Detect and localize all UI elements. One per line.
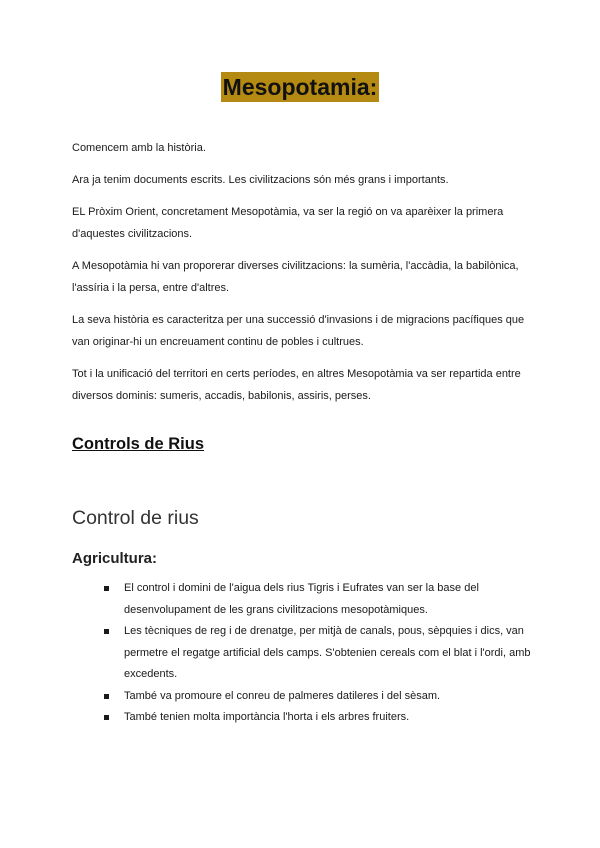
paragraph: Comencem amb la història. bbox=[72, 142, 206, 154]
subheading-agricultura: Agricultura: bbox=[72, 550, 158, 567]
list-item-text: Les tècniques de reg i de drenatge, per mitjà de canals, pous, sèpquies i dics, van permetre el regatge artificial dels camps. S'obtenien cereals com el blat i l'ordi, amb excedents. bbox=[124, 625, 531, 680]
section-heading-control: Control de rius bbox=[72, 507, 199, 529]
square-bullet-icon bbox=[104, 629, 109, 634]
section-heading-controls: Controls de Rius bbox=[72, 435, 205, 453]
title-container bbox=[0, 72, 600, 102]
square-bullet-icon bbox=[104, 586, 109, 591]
list-item-text: També va promoure el conreu de palmeres datileres i del sèsam. bbox=[124, 689, 441, 702]
paragraph: EL Pròxim Orient, concretament Mesopotàmia, va ser la regió on va aparèixer la primera d'aquestes civilitzacions. bbox=[72, 206, 504, 240]
agricultura-list bbox=[104, 578, 536, 729]
paragraph: Tot i la unificació del territori en certs períodes, en altres Mesopotàmia va ser repartida entre diversos dominis: sumeris, accadis, babilonis, assiris, perses. bbox=[72, 368, 521, 402]
square-bullet-icon bbox=[104, 694, 109, 699]
paragraph: La seva història es caracteritza per una successió d'invasions i de migracions pacífiques que van originar-hi un encreuament continu de pobles i cultrues. bbox=[72, 314, 525, 348]
intro-text bbox=[72, 137, 532, 417]
list-item bbox=[104, 578, 536, 621]
list-item-text: També tenien molta importància l'horta i els arbres fruiters. bbox=[124, 711, 410, 723]
list-item bbox=[104, 686, 536, 708]
paragraph: Ara ja tenim documents escrits. Les civilitzacions són més grans i importants. bbox=[72, 174, 449, 186]
paragraph: A Mesopotàmia hi van proporerar diverses civilitzacions: la sumèria, l'accàdia, la babilònica, l'assíria i la persa, entre d'altres. bbox=[72, 260, 519, 294]
list-item bbox=[104, 707, 536, 729]
list-item-text: El control i domini de l'aigua dels rius Tigris i Eufrates van ser la base del desenvolupament de les grans civilitzacions mesopotàmiques. bbox=[124, 582, 479, 616]
square-bullet-icon bbox=[104, 715, 109, 720]
list-item bbox=[104, 621, 536, 686]
page-title: Mesopotamia: bbox=[222, 74, 378, 100]
